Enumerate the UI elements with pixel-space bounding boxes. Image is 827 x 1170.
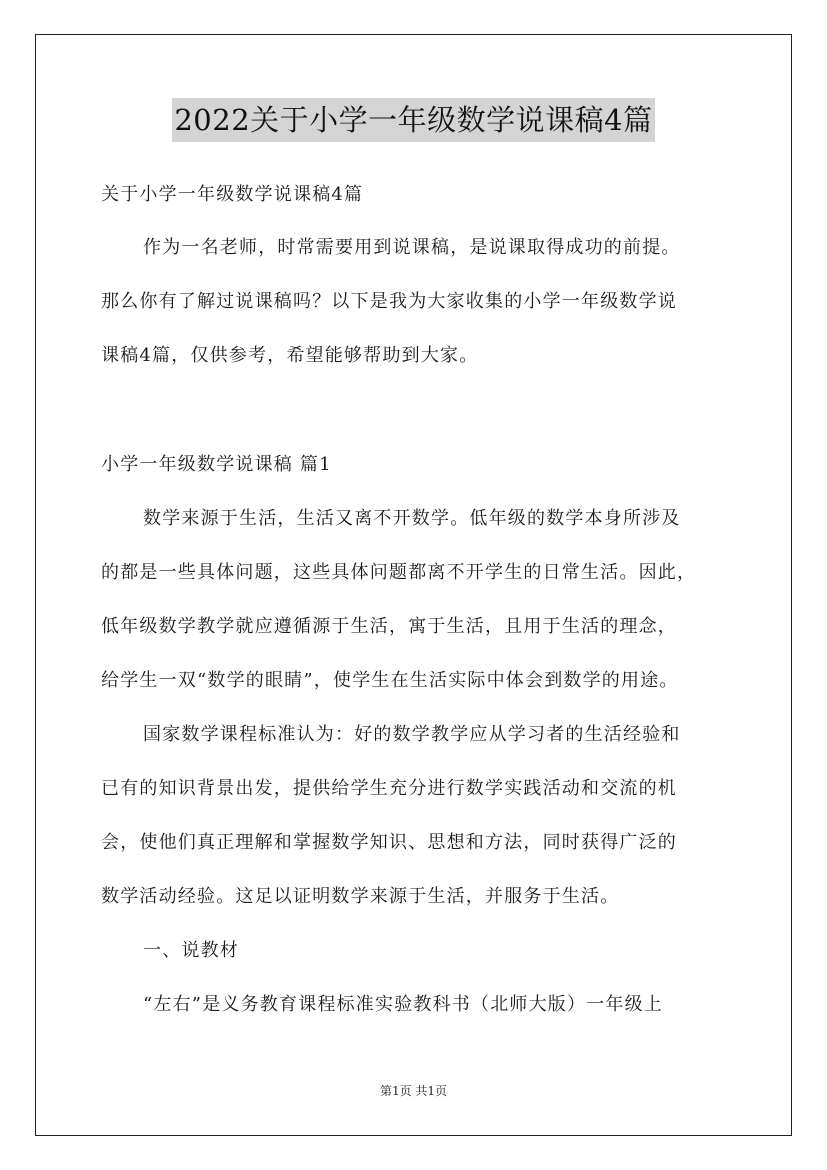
page-footer: 第1页 共1页 bbox=[379, 1084, 448, 1098]
paragraph-line: 那么你有了解过说课稿吗？以下是我为大家收集的小学一年级数学说 bbox=[101, 291, 677, 312]
paragraph-line: 课稿4篇，仅供参考，希望能够帮助到大家。 bbox=[101, 345, 479, 366]
paragraph-line: 的都是一些具体问题，这些具体问题都离不开学生的日常生活。因此， bbox=[101, 562, 697, 583]
paragraph-line: 低年级数学教学就应遵循源于生活，寓于生活，且用于生活的理念， bbox=[101, 616, 677, 637]
subtitle-line: 关于小学一年级数学说课稿4篇 bbox=[101, 184, 364, 205]
paragraph-line: “左右”是义务教育课程标准实验教科书（北师大版）一年级上 bbox=[143, 994, 664, 1015]
paragraph-line: 会，使他们真正理解和掌握数学知识、思想和方法，同时获得广泛的 bbox=[101, 832, 677, 853]
section-heading: 小学一年级数学说课稿 篇1 bbox=[101, 454, 332, 475]
paragraph-line: 给学生一双“数学的眼睛”，使学生在生活实际中体会到数学的用途。 bbox=[101, 670, 679, 691]
paragraph-line: 数学来源于生活，生活又离不开数学。低年级的数学本身所涉及 bbox=[143, 508, 681, 529]
subsection-heading: 一、说教材 bbox=[143, 940, 239, 961]
paragraph-line: 国家数学课程标准认为：好的数学教学应从学习者的生活经验和 bbox=[143, 724, 681, 745]
paragraph-line: 作为一名老师，时常需要用到说课稿，是说课取得成功的前提。 bbox=[143, 237, 681, 258]
title-container bbox=[0, 98, 827, 142]
document-title: 2022关于小学一年级数学说课稿4篇 bbox=[172, 98, 654, 142]
paragraph-line: 数学活动经验。这足以证明数学来源于生活，并服务于生活。 bbox=[101, 886, 620, 907]
paragraph-line: 已有的知识背景出发，提供给学生充分进行数学实践活动和交流的机 bbox=[101, 778, 677, 799]
